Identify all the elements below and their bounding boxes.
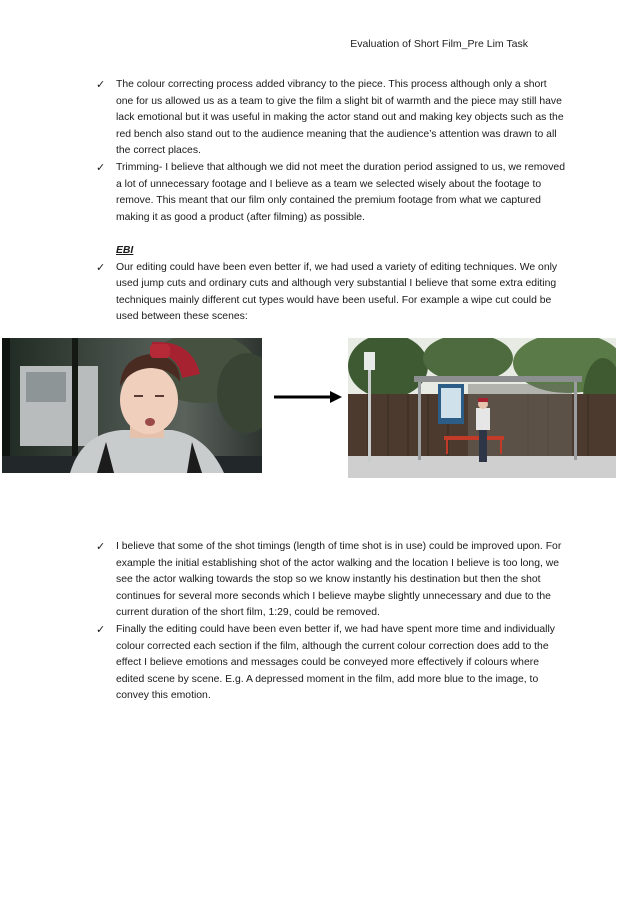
right-arrow-icon: [272, 388, 344, 406]
check-mark-icon: ✓: [96, 78, 106, 91]
ebi-heading: EBI: [116, 245, 134, 256]
bus-stop-photo: [348, 338, 616, 478]
list-item: ✓ Trimming- I believe that although we did not meet the duration period assigned to us, we removed a lot of unnecessary footage and I believe as a team we selected wisely about the footage to remove. This meant that our film only contained the premium footage from what we captured making it as good a product (after filming) as possible.: [96, 160, 565, 223]
list-item: ✓ Our editing could have been even better if, we had used a variety of editing techniques. We only used jump cuts and ordinary cuts and although very substantial I believe that some extra editing techniques mainly different cut types would have been useful. For example a wipe cut could be used between these scenes:: [96, 260, 558, 323]
ebi-heading-row: [96, 243, 566, 260]
list-item: ✓ The colour correcting process added vibrancy to the piece. This process although only a short one for us allowed us as a team to give the film a slight bit of warmth and the piece may still have lack emotional but it was useful in making the actor stand out and making key objects such as the red bench also stand out to the audience meaning that the audience’s attention was drawn to all the correct places.: [96, 78, 564, 157]
list-item: ✓ I believe that some of the shot timings (length of time shot is in use) could be improved upon. For example the initial establishing shot of the actor walking and the location I believe is too long, we see the actor walking towards the stop so we know instantly his destination but then the shot continues for several more seconds which I believe maybe slightly unnecessary and due to the current duration of the short film, 1:29, could be removed.: [96, 540, 562, 619]
actor-closeup-photo: [2, 338, 262, 473]
check-mark-icon: ✓: [96, 540, 106, 553]
page-header: Evaluation of Short Film_Pre Lim Task: [350, 38, 528, 50]
check-mark-icon: ✓: [96, 260, 106, 274]
check-mark-icon: ✓: [96, 622, 106, 636]
check-mark-icon: ✓: [96, 160, 106, 174]
bullet-list-bottom: [96, 539, 566, 705]
list-item: ✓ Finally the editing could have been even better if, we had have spent more time and individually colour corrected each section if the film, although the current colour correction does add to the effect I believe emotions and messages could be conveyed more effectively if colours where edited scene by scene. E.g. A depressed moment in the film, add more blue to the image, to convey this emotion.: [96, 622, 555, 702]
ebi-section: [96, 243, 566, 326]
bullet-list-top: [96, 77, 566, 226]
